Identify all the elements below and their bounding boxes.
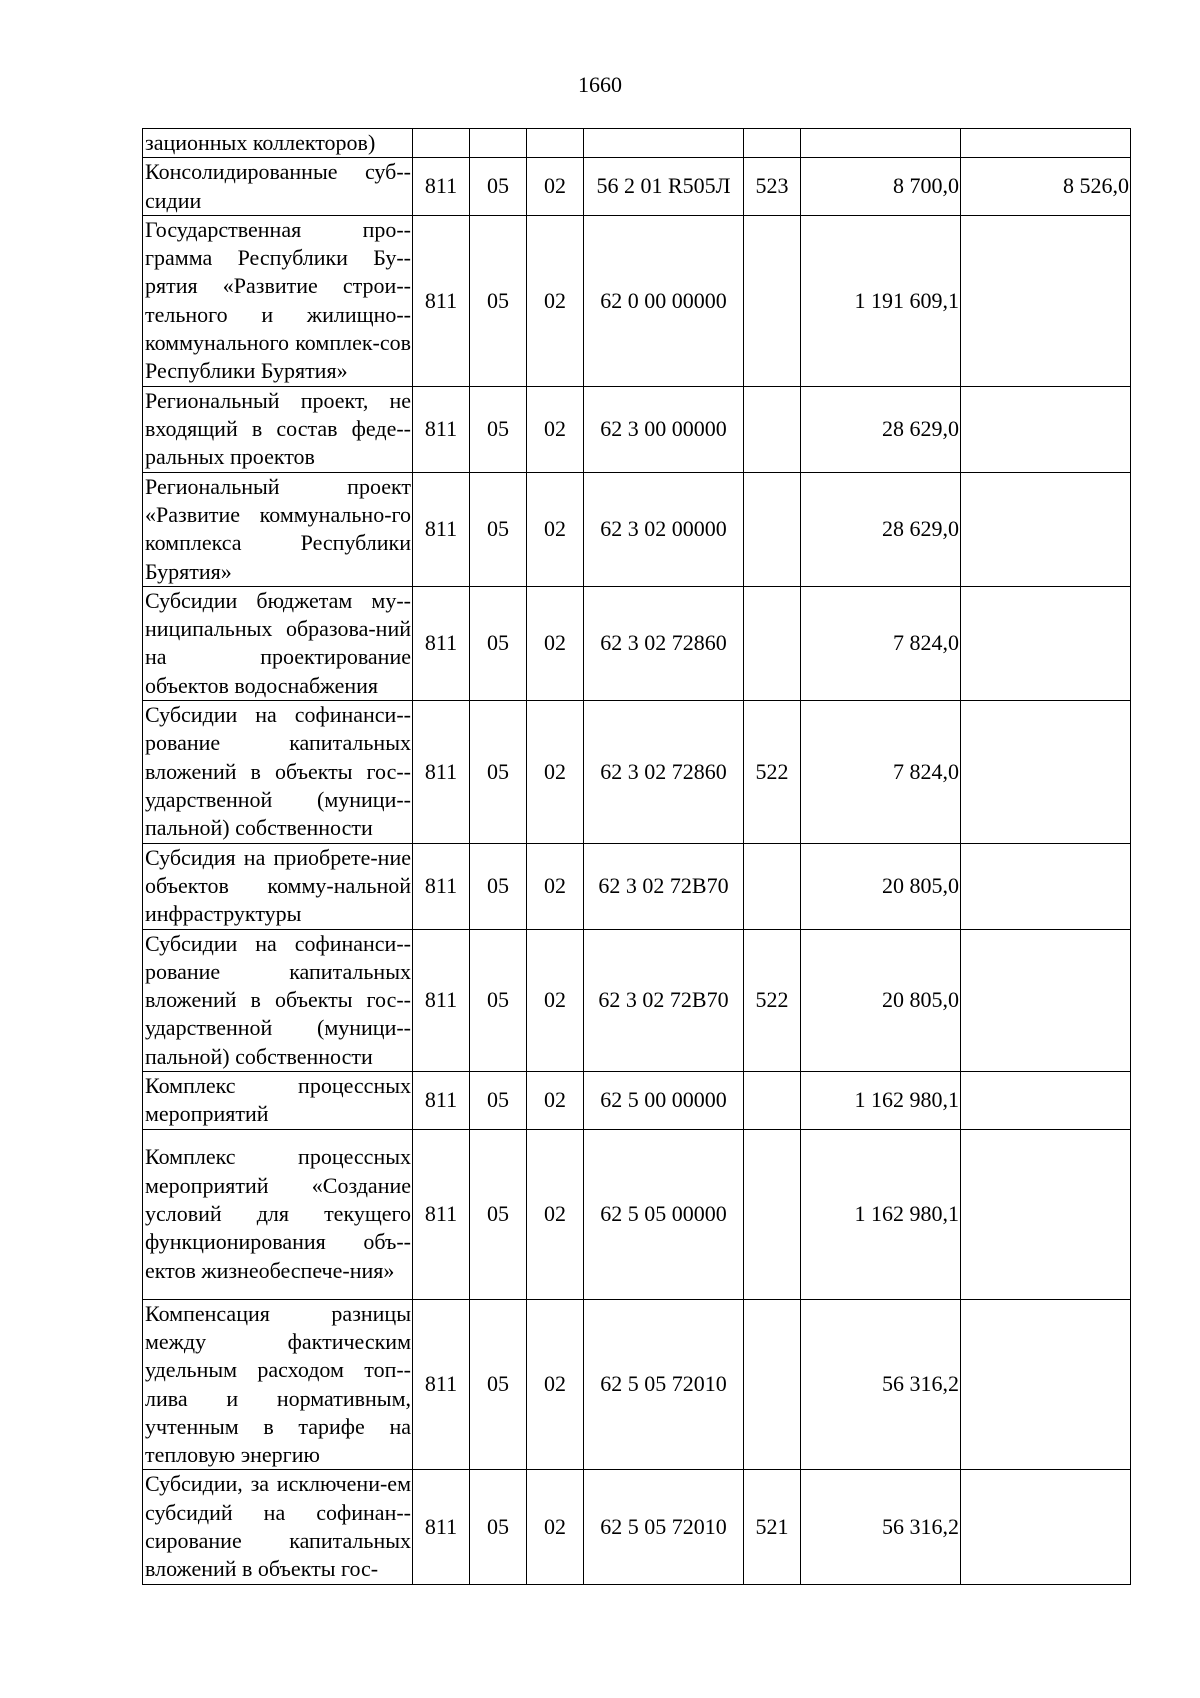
cell-sum-2 [961,929,1131,1071]
cell-rz: 05 [470,215,527,386]
cell-pr: 02 [527,701,584,843]
table-body [143,129,1131,1585]
table-row [143,843,1131,929]
cell-sum-1: 7 824,0 [801,701,961,843]
cell-rz: 05 [470,701,527,843]
cell-ved: 811 [413,1129,470,1299]
table-row [143,1470,1131,1584]
cell-pr: 02 [527,215,584,386]
table-row [143,472,1131,586]
table-row [143,701,1131,843]
cell-sum-2 [961,1072,1131,1130]
cell-ved: 811 [413,1072,470,1130]
table-row [143,1129,1131,1299]
cell-rz: 05 [470,158,527,216]
cell-csr: 62 3 02 72860 [584,701,744,843]
cell-rz: 05 [470,929,527,1071]
cell-name: Консолидированные суб-сидии [143,158,413,216]
budget-table [142,128,1131,1585]
cell-name: Субсидия на приобрете-ние объектов комму-нальной инфраструктуры [143,843,413,929]
cell-rz: 05 [470,1470,527,1584]
cell-sum-1: 1 162 980,1 [801,1072,961,1130]
table-row [143,929,1131,1071]
cell-csr: 62 3 02 72860 [584,586,744,700]
cell-pr [527,129,584,158]
page-number: 1660 [578,72,622,97]
cell-sum-1: 20 805,0 [801,843,961,929]
cell-rz: 05 [470,843,527,929]
cell-rz [470,129,527,158]
cell-vr: 523 [744,158,801,216]
cell-name: Комплекс процессных мероприятий [143,1072,413,1130]
cell-ved: 811 [413,215,470,386]
cell-sum-2 [961,586,1131,700]
cell-rz: 05 [470,386,527,472]
cell-csr: 62 5 05 00000 [584,1129,744,1299]
cell-csr: 62 5 05 72010 [584,1470,744,1584]
cell-pr: 02 [527,586,584,700]
table-row [143,586,1131,700]
cell-ved: 811 [413,929,470,1071]
cell-ved: 811 [413,472,470,586]
cell-vr [744,129,801,158]
cell-pr: 02 [527,929,584,1071]
cell-vr [744,843,801,929]
cell-pr: 02 [527,1072,584,1130]
cell-vr [744,586,801,700]
cell-csr: 62 0 00 00000 [584,215,744,386]
cell-pr: 02 [527,1299,584,1470]
cell-sum-1: 28 629,0 [801,472,961,586]
cell-name: Комплекс процессных мероприятий «Создание условий для текущего функционирования объ-ектов жизнеобеспече-ния» [143,1129,413,1299]
cell-sum-2 [961,701,1131,843]
cell-vr: 521 [744,1470,801,1584]
table-row [143,129,1131,158]
cell-sum-1: 20 805,0 [801,929,961,1071]
cell-pr: 02 [527,386,584,472]
cell-sum-2 [961,129,1131,158]
cell-rz: 05 [470,1129,527,1299]
cell-name: Субсидии, за исключени-ем субсидий на софинан-сирование капитальных вложений в объекты гос- [143,1470,413,1584]
cell-csr: 62 3 02 00000 [584,472,744,586]
cell-sum-1: 7 824,0 [801,586,961,700]
cell-pr: 02 [527,843,584,929]
cell-sum-2 [961,1299,1131,1470]
cell-rz: 05 [470,472,527,586]
cell-csr: 62 3 02 72В70 [584,929,744,1071]
table-row [143,158,1131,216]
cell-sum-2 [961,1470,1131,1584]
cell-sum-2 [961,215,1131,386]
cell-csr: 62 5 00 00000 [584,1072,744,1130]
cell-pr: 02 [527,1129,584,1299]
cell-rz: 05 [470,1299,527,1470]
cell-csr [584,129,744,158]
cell-csr: 62 5 05 72010 [584,1299,744,1470]
cell-csr: 62 3 00 00000 [584,386,744,472]
cell-ved: 811 [413,586,470,700]
cell-name: зационных коллекторов) [143,129,413,158]
cell-name: Субсидии на софинанси-рование капитальных вложений в объекты гос-ударственной (муници-пальной) собственности [143,701,413,843]
cell-vr [744,215,801,386]
cell-vr: 522 [744,701,801,843]
cell-sum-1: 56 316,2 [801,1470,961,1584]
cell-sum-2 [961,843,1131,929]
cell-rz: 05 [470,586,527,700]
cell-ved: 811 [413,701,470,843]
table-row [143,1299,1131,1470]
cell-sum-1: 56 316,2 [801,1299,961,1470]
cell-vr [744,1299,801,1470]
cell-name: Компенсация разницы между фактическим удельным расходом топ-лива и нормативным, учтенным в тарифе на тепловую энергию [143,1299,413,1470]
cell-sum-2 [961,1129,1131,1299]
cell-sum-1 [801,129,961,158]
cell-sum-1: 8 700,0 [801,158,961,216]
cell-sum-2 [961,472,1131,586]
cell-name: Субсидии бюджетам му-ниципальных образова-ний на проектирование объектов водоснабжения [143,586,413,700]
cell-vr [744,386,801,472]
cell-name: Региональный проект «Развитие коммунально-го комплекса Республики Бурятия» [143,472,413,586]
cell-csr: 56 2 01 R505Л [584,158,744,216]
cell-ved: 811 [413,1470,470,1584]
cell-sum-2: 8 526,0 [961,158,1131,216]
cell-vr: 522 [744,929,801,1071]
cell-csr: 62 3 02 72В70 [584,843,744,929]
table-row [143,1072,1131,1130]
cell-vr [744,472,801,586]
cell-ved: 811 [413,158,470,216]
cell-pr: 02 [527,472,584,586]
cell-vr [744,1129,801,1299]
table-row [143,386,1131,472]
cell-rz: 05 [470,1072,527,1130]
cell-ved: 811 [413,1299,470,1470]
table-row [143,215,1131,386]
cell-sum-1: 1 162 980,1 [801,1129,961,1299]
cell-vr [744,1072,801,1130]
cell-ved: 811 [413,843,470,929]
cell-pr: 02 [527,158,584,216]
cell-name: Региональный проект, не входящий в состав феде-ральных проектов [143,386,413,472]
cell-ved [413,129,470,158]
cell-ved: 811 [413,386,470,472]
cell-name: Субсидии на софинанси-рование капитальных вложений в объекты гос-ударственной (муници-пальной) собственности [143,929,413,1071]
cell-sum-1: 1 191 609,1 [801,215,961,386]
cell-sum-1: 28 629,0 [801,386,961,472]
cell-pr: 02 [527,1470,584,1584]
cell-name: Государственная про-грамма Республики Бу-рятия «Развитие строи-тельного и жилищно-коммунального комплек-сов Республики Бурятия» [143,215,413,386]
cell-sum-2 [961,386,1131,472]
